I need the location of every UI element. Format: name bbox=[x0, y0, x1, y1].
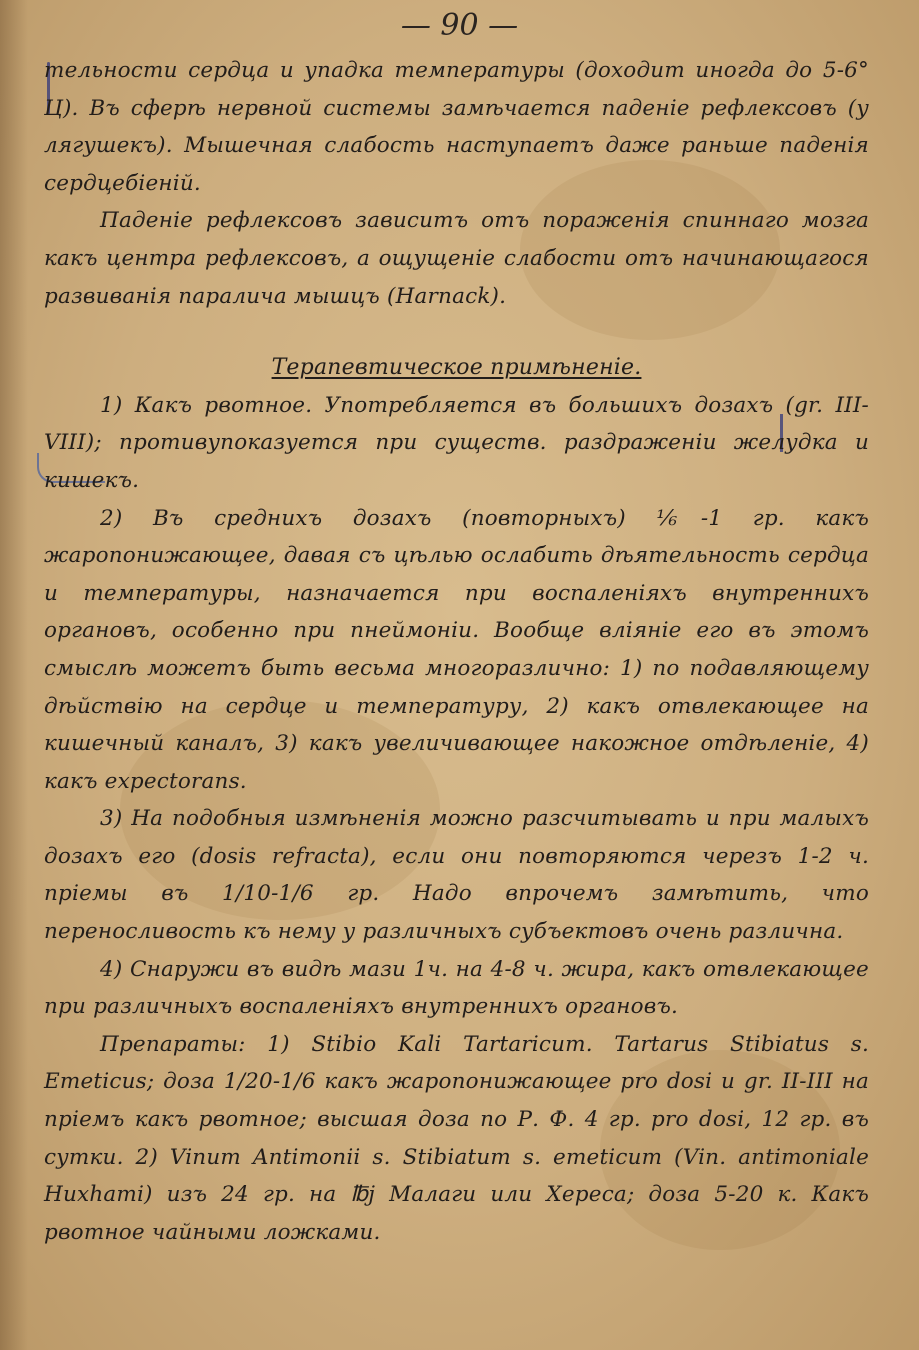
paragraph-medium-doses: 2) Въ среднихъ дозахъ (повторныхъ) ⅙-1 гр. какъ жаропонижающее, давая съ цѣлью ослабить дѣятельность сердца и температуры, назначается при воспаленіяхъ внутреннихъ органовъ, особенно при пнеймоніи. Вообще вліяніе его въ этомъ смыслѣ можетъ быть весьма многоразлично: 1) по подавляющему дѣйствію на сердце и температуру, 2) какъ отвлекающее на кишечный каналъ, 3) какъ увеличивающее накожное отдѣленіе, 4) какъ expectorans. bbox=[44, 505, 869, 794]
paragraph-gap bbox=[44, 315, 869, 349]
paragraph-small-doses: 3) На подобныя измѣненія можно разсчитывать и при малыхъ дозахъ его (dosis refracta), если они повторяются черезъ 1-2 ч. пріемы въ 1/10-1/6 гр. Надо впрочемъ замѣтить, что переносливость къ нему у различныхъ субъектовъ очень различна. bbox=[44, 806, 869, 945]
paragraph-preparations: Препараты: 1) Stibio Kali Tartaricum. Tartarus Stibiatus s. Emeticus; доза 1/20-1/6 какъ жаропонижающее pro dosi и gr. II-III на пріемъ какъ рвотное; высшая доза по Р. Ф. 4 гр. pro dosi, 12 гр. въ сутки. 2) Vinum Antimonii s. Stibiatum s. emeticum (Vin. antimoniale Huxhami) изъ 24 гр. на ℔j Малаги или Хереса; доза 5-20 к. Какъ рвотное чайными ложками. bbox=[44, 1031, 869, 1245]
handwritten-text-block bbox=[44, 52, 869, 1251]
paragraph-cardiac-effects: тельности сердца и упадка температуры (доходит иногда до 5-6° Ц). Въ сферѣ нервной системы замѣчается паденіе рефлексовъ (у лягушекъ). Мышечная слабость наступаетъ даже раньше паденія сердцебіеній. bbox=[44, 58, 869, 196]
page-edge-shadow bbox=[0, 0, 28, 1350]
paragraph-reflexes: Паденіе рефлексовъ зависитъ отъ пораженія спиннаго мозга какъ центра рефлексовъ, а ощущеніе слабости отъ начинающагося развиванія паралича мышцъ (Harnack). bbox=[44, 208, 869, 309]
section-heading-therapeutic-use: Терапевтическое примѣненіе. bbox=[271, 355, 642, 381]
page-number: — 90 — bbox=[400, 8, 519, 43]
paragraph-emetic-use: 1) Какъ рвотное. Употребляется въ большихъ дозахъ (gr. III-VIII); противупоказуется при существ. раздраженіи желудка и кишекъ. bbox=[44, 392, 869, 493]
paragraph-external-use: 4) Снаружи въ видѣ мази 1ч. на 4-8 ч. жира, какъ отвлекающее при различныхъ воспаленіяхъ внутреннихъ органовъ. bbox=[44, 956, 869, 1020]
